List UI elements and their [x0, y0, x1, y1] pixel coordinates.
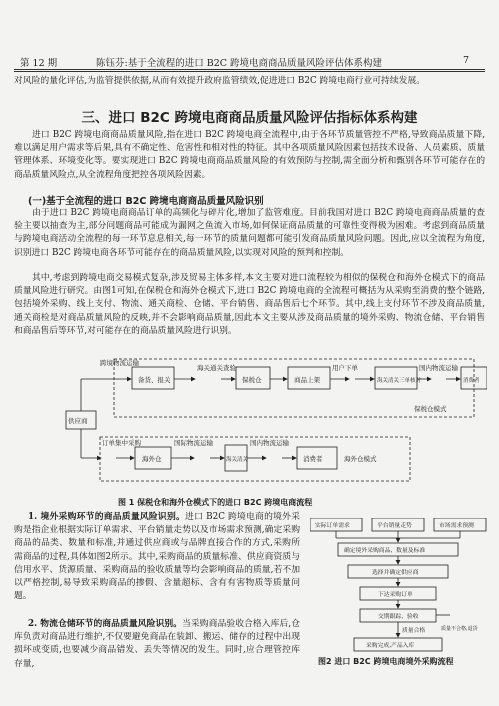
clear-label: 海关清关三单核对 [377, 378, 422, 384]
start-label: 跨境物流运输 [100, 359, 139, 367]
issue-number: 第 12 期 [20, 58, 58, 69]
domestic-label-bottom: 国内物流运输 [250, 439, 289, 447]
fig2-box-3: 市场需求预测 [439, 523, 474, 529]
intl-label: 国际物流运输 [174, 439, 213, 447]
inspect-label: 海关通关查验 [197, 364, 236, 372]
consumer-label-top: 消费者 [463, 378, 480, 384]
order-label: 订单集中采购 [102, 439, 141, 447]
item-2-title: 2. 物流仓储环节的商品质量风险识别。 [28, 619, 183, 629]
figure-1 [14, 353, 487, 503]
overseas-mode-label: 海外仓模式 [344, 455, 377, 463]
item-1 [14, 511, 300, 603]
page-number: 7 [462, 55, 469, 66]
fig2-store: 采购完成,产品入库 [366, 643, 415, 649]
paragraph-1: 进口 B2C 跨境电商商品质量风险,指在进口 B2C 跨境电商全流程中,由于各环节质量管控不严格,导致商品质量下降,难以满足用户需求等后果,具有不确定性、危害性和相对性的特征。其中各项质量风险因素包括技术设备、人员素质、质量管理体系、环境变化等。要实现进口 B2C 跨境电商商品质量风险的有效预防与控制,需全面分析和甄别各环节可能存在的商品质量风险点,从全流程角度把控各项风险因素。 [14, 130, 485, 180]
fig2-order: 下达采购订单 [378, 592, 413, 598]
paragraph-3: 其中,考虑到跨境电商交易模式复杂,涉及贸易主体多样,本文主要对进口流程较为相似的保税仓和海外仓模式下的商品质量风险进行研究。由图1可知,在保税仓和海外仓模式下,进口 B2C 跨境电商的全流程可概括为从采购至消费的整个链路,包括境外采购、线上支付、物流、通关商检、仓储、平台销售、商品售后七个环节。其中,线上支付环节不涉及商品质量,通关商检是对商品质量风险的反映,并不会影响商品质量,因此本文主要从涉及商品质量的境外采购、物流仓储、平台销售和商品售后等环节,对可能存在的商品质量风险进行识别。 [14, 273, 485, 336]
figure-2-flowchart [310, 518, 490, 653]
intro-line: 对风险的量化评估,为监管提供依据,从而有效提升政府监管绩效,促进进口 B2C 跨境电商行业可持续发展。 [14, 76, 426, 86]
user-label: 用户下单 [332, 364, 358, 372]
bonded-label: 保税仓 [242, 376, 262, 384]
stock-label: 备货、报关 [138, 376, 171, 384]
overseas-label: 海外仓 [142, 455, 162, 463]
fig2-box-2: 平台销量走势 [377, 523, 412, 529]
header-rule-thin [14, 71, 485, 72]
item-2 [14, 618, 300, 671]
subsection-title: (一)基于全流程的进口 B2C 跨境电商商品质量风险识别 [28, 196, 264, 207]
item-1-text: 进口 B2C 跨境电商的境外采购是指企业根据实际订单需求、平台销量走势以及市场需求预测,确定采购商品的品类、数量和标准,并通过供应商或与品牌直接合作的方式,采购所需商品的过程,具体如图2所示。其中,采购商品的质量标准、供应商资质与信用水平、货源质量、采购商品的验收质量等均会影响商品的质量,若不加以严格控制,易导致采购商品的掺假、含量超标、含有有害物质等质量问题。 [14, 512, 300, 602]
paragraph-2: 由于进口 B2C 跨境电商商品订单的高频化与碎片化,增加了监管难度。目前我国对进口 B2C 跨境电商商品质量的查验主要以抽查为主,部分问题商品可能成为漏网之鱼流入市场,如何保证商品质量的可靠性变得极为困难。考虑到商品质量与跨境电商活动全流程的每一环节息息相关,每一环节的质量问题都可能引发商品质量风险问题。因此,应以全流程为角度,识别进口 B2C 跨境电商各环节可能存在的商品质量风险,以实现对风险的预判和控制。 [14, 208, 485, 258]
figure-2-caption: 图2 进口 B2C 跨境电商境外采购流程 [318, 657, 454, 666]
running-title: 陈钰芬:基于全流程的进口 B2C 跨境电商商品质量风险评估体系构建 [96, 58, 383, 69]
section-title: 三、进口 B2C 跨境电商商品质量风险评估指标体系构建 [81, 110, 418, 126]
item-1-title: 1. 境外采购环节的商品质量风险识别。 [28, 512, 186, 522]
fig2-decide: 确定境外采购商品、数量及标准 [344, 548, 426, 554]
customs-label: 海关清关 [226, 457, 249, 463]
consumer-label-bottom: 消费者 [303, 455, 323, 463]
running-header [14, 55, 485, 69]
bonded-mode-label: 保税仓模式 [414, 405, 447, 413]
header-rule [14, 69, 485, 70]
fig2-box-1: 实际订单需求 [315, 523, 350, 529]
item-2-text: 当采购商品验收合格入库后,仓库负责对商品进行维护,不仅要避免商品在装卸、搬运、储存的过程中出现损坏或变质,也要减少商品错发、丢失等情况的发生。同时,应合理管控库存量, [14, 619, 300, 669]
figure-1-flowchart [14, 353, 487, 503]
fig2-pass: 质量合格 [402, 628, 426, 634]
fig2-fail: 质量不合格,退货 [441, 626, 478, 632]
platform-label: 商品上架 [294, 376, 320, 384]
figure-1-caption: 图 1 保税仓和海外仓模式下的进口 B2C 跨境电商流程 [118, 498, 313, 507]
supplier-label: 供应商 [68, 417, 88, 425]
figure-2 [310, 518, 490, 653]
fig2-accept: 交期跟踪、验收 [378, 614, 419, 620]
domestic-label-top: 国内物流运输 [419, 364, 458, 372]
fig2-choose: 选择并确定供应商 [372, 570, 419, 576]
